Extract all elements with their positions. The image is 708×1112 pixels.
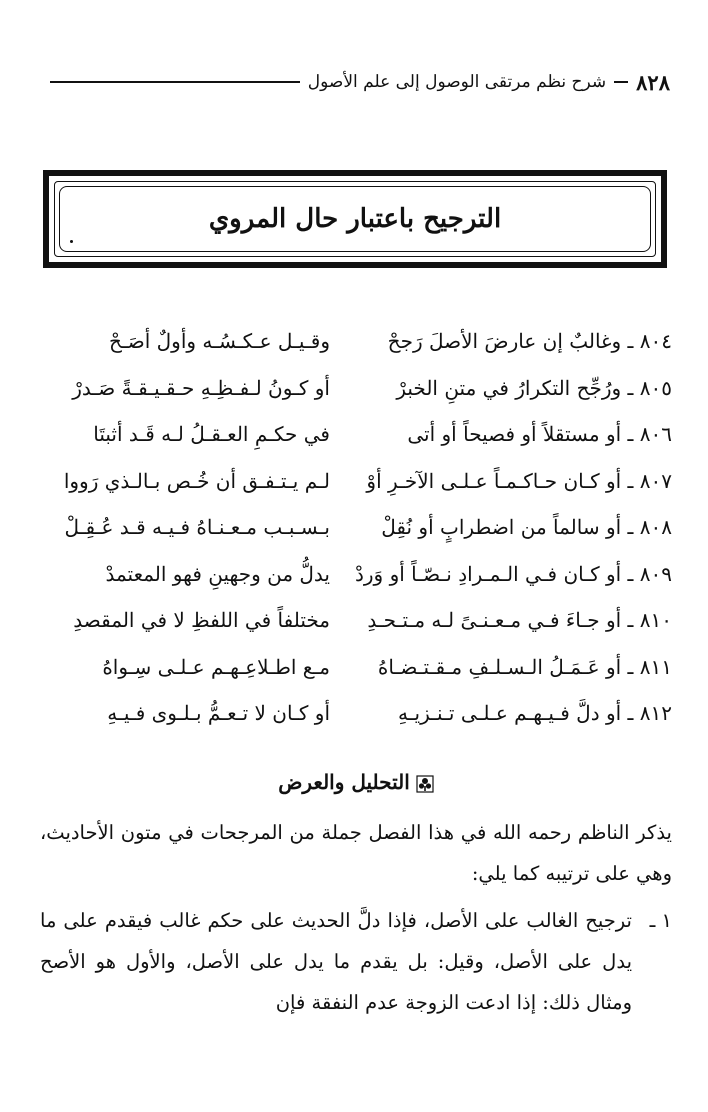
verse-number: ٨١٢ — [639, 701, 672, 726]
verse-second-hemistich: مـع اطـلاعِـهـم عـلـى سِـواهُ — [102, 654, 330, 679]
title-frame — [43, 170, 667, 268]
header-dash — [614, 81, 628, 83]
verse-list — [40, 318, 672, 737]
frame-dot — [70, 240, 73, 243]
verse-second-hemistich: وقـيـل عـكـسُـه وأولٌ أصَـحْ — [108, 329, 330, 354]
verse-first-hemistich: ٨٠٤ ـ وغالبٌ إن عارضَ الأصلَ رَجحْ — [387, 329, 672, 354]
verse-line — [40, 318, 672, 365]
verse-first-hemistich: ٨٠٧ ـ أو كـان حـاكـمـاً عـلـى الآخـرِ أوْ — [366, 468, 672, 493]
intro-paragraph: يذكر الناظم رحمه الله في هذا الفصل جملة من المرجحات في متون الأحاديث، وهي على ترتيبه كما يلي: — [40, 821, 672, 885]
verse-line — [40, 365, 672, 412]
verse-second-hemistich: بـسـبـب مـعـنـاهُ فـيـه قـد عُـقِـلْ — [64, 515, 330, 540]
verse-number: ٨٠٥ — [639, 375, 672, 400]
verse-number: ٨٠٩ — [639, 561, 672, 586]
running-header — [42, 62, 670, 102]
verse-first-hemistich: ٨٠٦ ـ أو مستقلاً أو فصيحاً أو أتى — [407, 422, 672, 447]
verse-first-text: وغالبٌ إن عارضَ الأصلَ رَجحْ — [387, 329, 622, 354]
verse-first-text: أو مستقلاً أو فصيحاً أو أتى — [407, 422, 622, 447]
verse-first-text: أو كـان فـي الـمـرادِ نـصّـاً أو وَردْ — [354, 561, 622, 586]
verse-number: ٨٠٤ — [639, 329, 672, 354]
verse-line — [40, 551, 672, 598]
list-item-marker: ١ ـ — [649, 909, 672, 932]
verse-first-text: أو كـان حـاكـمـاً عـلـى الآخـرِ أوْ — [366, 468, 622, 493]
verse-first-text: أو سالماً من اضطرابٍ أو نُقِلْ — [381, 515, 622, 540]
verse-number: ٨٠٧ — [639, 468, 672, 493]
header-rule — [50, 81, 300, 83]
verse-second-hemistich: مختلفاً في اللفظِ لا في المقصدِ — [73, 608, 330, 633]
verse-first-hemistich: ٨١١ ـ أو عَـمَـلُ الـسـلـفِ مـقـتـضـاهُ — [377, 654, 672, 679]
title-frame-inner — [54, 181, 656, 257]
commentary — [40, 812, 672, 1023]
verse-line — [40, 690, 672, 737]
verse-number: ٨١٠ — [639, 608, 672, 633]
title-frame-innermost — [59, 186, 651, 252]
verse-line — [40, 644, 672, 691]
verse-number: ٨١١ — [639, 654, 672, 679]
verse-second-hemistich: أو كـونُ لـفـظِـهِ حـقـيـقـةً صَـدرْ — [72, 375, 330, 400]
verse-first-hemistich: ٨٠٩ ـ أو كـان فـي الـمـرادِ نـصّـاً أو وَردْ — [354, 561, 672, 586]
verse-first-hemistich: ٨٠٥ ـ ورُجِّح التكرارُ في متنِ الخبرْ — [396, 375, 672, 400]
verse-first-text: أو عَـمَـلُ الـسـلـفِ مـقـتـضـاهُ — [377, 654, 622, 679]
chapter-title: الترجيح باعتبار حال المروي — [208, 204, 502, 234]
verse-first-hemistich: ٨١٠ ـ أو جـاءَ فـي مـعـنـىً لـه مـتـحـدِ — [367, 608, 672, 633]
verse-second-hemistich: لـم يـتـفـق أن خُـص بـالـذي رَووا — [63, 468, 330, 493]
verse-line — [40, 597, 672, 644]
section-heading-text: التحليل والعرض — [278, 770, 410, 794]
verse-second-hemistich: أو كـان لا تـعـمُّ بـلـوى فـيـهِ — [107, 701, 330, 726]
section-heading — [40, 770, 672, 794]
verse-line — [40, 504, 672, 551]
flower-ornament-icon — [416, 775, 434, 793]
verse-line — [40, 411, 672, 458]
verse-second-hemistich: يدلُّ من وجهينِ فهو المعتمدْ — [105, 561, 330, 586]
verse-number: ٨٠٦ — [639, 422, 672, 447]
verse-first-text: أو جـاءَ فـي مـعـنـىً لـه مـتـحـدِ — [367, 608, 622, 633]
verse-line — [40, 458, 672, 505]
page-number: ٨٢٨ — [636, 69, 670, 95]
verse-first-text: ورُجِّح التكرارُ في متنِ الخبرْ — [396, 375, 622, 400]
verse-number: ٨٠٨ — [639, 515, 672, 540]
verse-first-hemistich: ٨١٢ ـ أو دلَّ فـيـهـم عـلـى تـنـزيـهِ — [397, 701, 672, 726]
verse-second-hemistich: في حكـمِ العـقـلُ لـه قَـد أثبتَا — [93, 422, 330, 447]
book-title: شرح نظم مرتقى الوصول إلى علم الأصول — [307, 72, 607, 92]
verse-first-text: أو دلَّ فـيـهـم عـلـى تـنـزيـهِ — [397, 701, 622, 726]
verse-first-hemistich: ٨٠٨ ـ أو سالماً من اضطرابٍ أو نُقِلْ — [381, 515, 672, 540]
list-item-text: ترجيح الغالب على الأصل، فإذا دلَّ الحديث على حكم غالب فيقدم على ما يدل على الأصل، وقيل: بل يقدم ما يدل على الأصل، والأول هو الأصح ومثال ذلك: إذا ادعت الزوجة عدم النفقة فإن — [40, 909, 632, 1014]
list-item — [40, 900, 672, 1023]
